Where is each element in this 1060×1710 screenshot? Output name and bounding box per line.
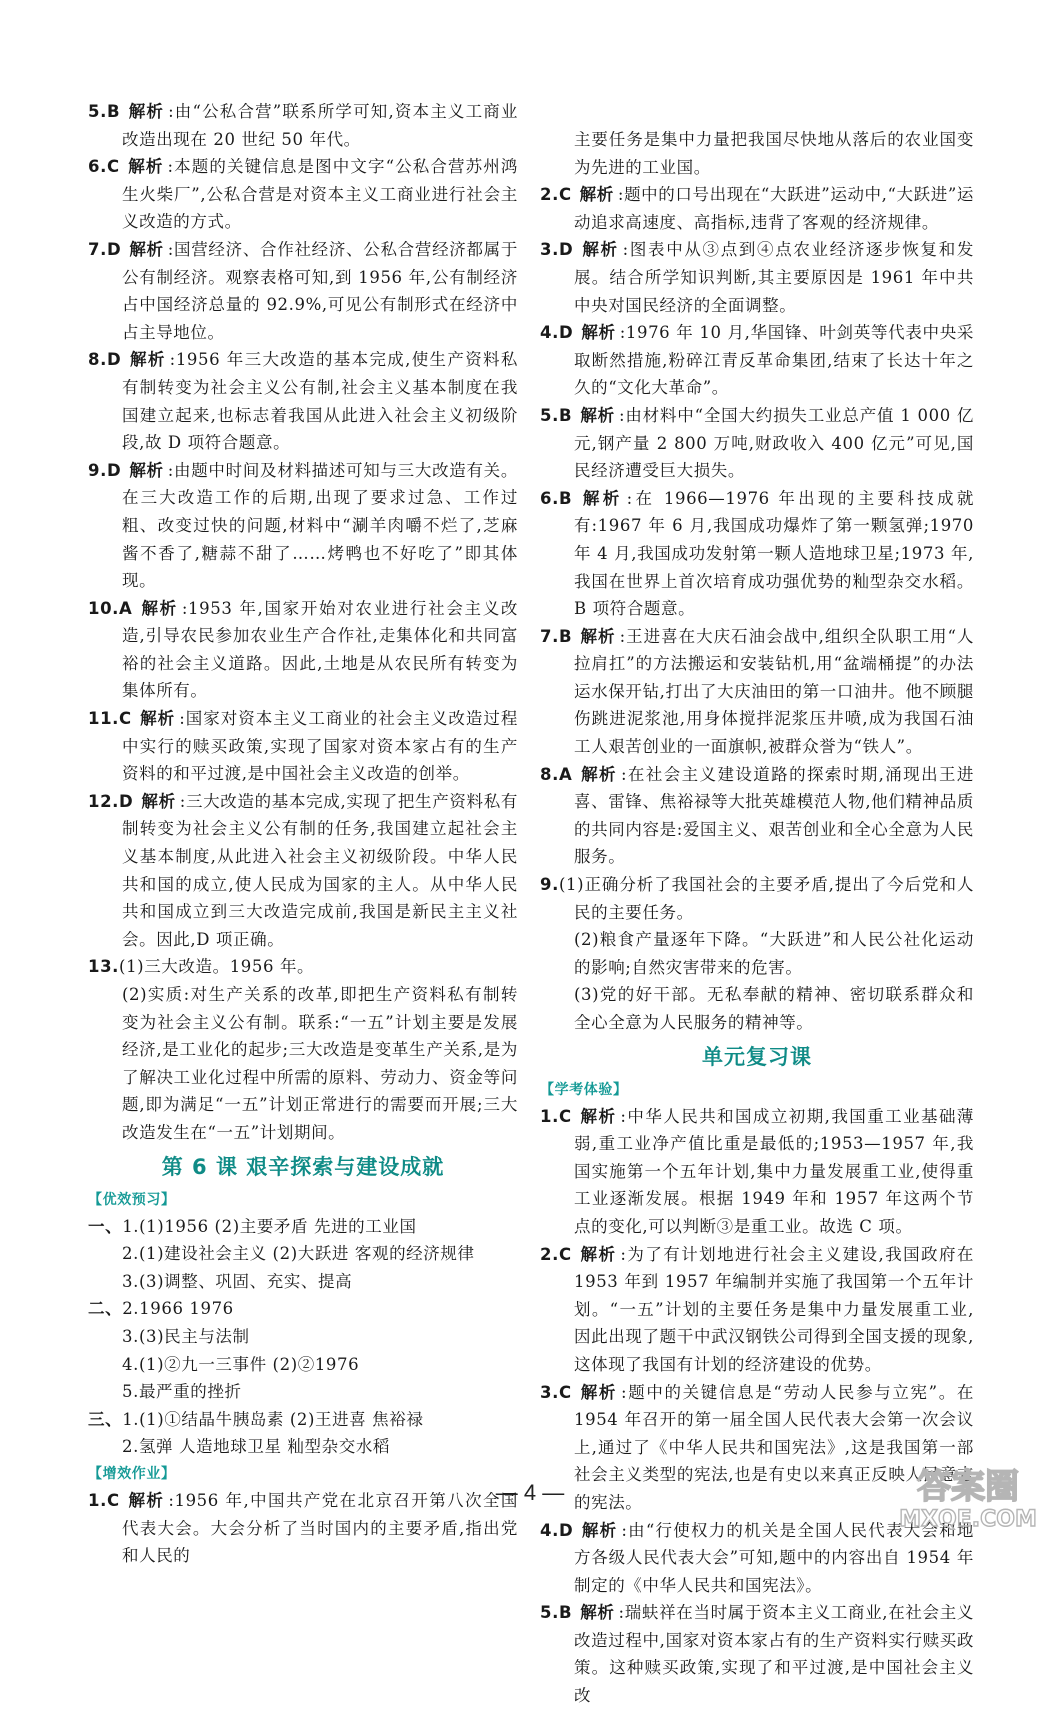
answer-item: 4.D 解析 :由“行使权力的机关是全国人民代表大会和地方各级人民代表大会”可知,题中的内容出自 1954 年制定的《中华人民共和国宪法》。 <box>540 1520 974 1595</box>
preview-line: 2.氢弹 人造地球卫星 籼型杂交水稻 <box>122 1437 391 1457</box>
answer-item: 11.C 解析 :国家对资本主义工商业的社会主义改造过程中实行的赎买政策,实现了国家对资本家占有的生产资料的和平过渡,是中国社会主义改造的创举。 <box>88 709 519 784</box>
section-label-preview: 【优效预习】 <box>88 1191 176 1208</box>
answer-item: 12.D 解析 :三大改造的基本完成,实现了把生产资料私有制转变为社会主义公有制的任务,我国建立起社会主义基本制度,从此进入社会主义初级阶段。中华人民共和国的成立,使人民成为国家的主人。从中华人民共和国成立到三大改造完成前,我国是新民主主义社会。因此,D 项正确。 <box>88 791 518 949</box>
answer-item: 7.B 解析 :王进喜在大庆石油会战中,组织全队职工用“人拉肩扛”的方法搬运和安装钻机,用“盆端桶提”的办法运水保开钻,打出了大庆油田的第一口油井。他不顾腿伤跳进泥浆池,用身体搅拌泥浆压井喷,成为我国石油工人艰苦创业的一面旗帜,被群众誉为“铁人”。 <box>540 626 974 757</box>
lesson-title: 第 6 课 艰辛探索与建设成就 <box>161 1154 445 1179</box>
preview-line: 三、1.(1)①结晶牛胰岛素 (2)王进喜 焦裕禄 <box>88 1409 424 1429</box>
preview-line: 3.(3)民主与法制 <box>122 1326 250 1346</box>
answer-item: 6.C 解析 :本题的关键信息是图中文字“公私合营苏州鸿生火柴厂”,公私合营是对资本主义工商业进行社会主义改造的方式。 <box>88 157 518 232</box>
answer-item: 5.B 解析 :由材料中“全国大约损失工业总产值 1 000 亿元,钢产量 2 800 万吨,财政收入 400 亿元”可见,国民经济遭受巨大损失。 <box>540 405 974 481</box>
answer-item-13: 13.(1)三大改造。1956 年。 <box>88 957 315 977</box>
answer-item: 8.A 解析 :在社会主义建设道路的探索时期,涌现出王进喜、雷锋、焦裕禄等大批英雄模范人物,他们精神品质的共同内容是:爱国主义、艰苦创业和全心全意为人民服务。 <box>540 764 974 867</box>
left-column <box>88 98 518 1570</box>
answer-item: 1.C 解析 :中华人民共和国成立初期,我国重工业基础薄弱,重工业净产值比重是最低的;1953—1957 年,我国实施第一个五年计划,集中力量发展重工业,使得重工业逐渐发展。根据 1949 年和 1957 年这两个节点的变化,可以判断③是重工业。故选 C 项。 <box>540 1106 975 1236</box>
answer-item-9: 9.(1)正确分析了我国社会的主要矛盾,提出了今后党和人民的主要任务。 <box>540 875 974 922</box>
answer-item-9-part3: (3)党的好干部。无私奉献的精神、密切联系群众和全心全意为人民服务的精神等。 <box>574 985 974 1032</box>
preview-line: 3.(3)调整、巩固、充实、提高 <box>122 1271 353 1291</box>
watermark-top-text: 答案圈 <box>917 1467 1019 1507</box>
preview-line: 二、2.1966 1976 <box>88 1299 234 1319</box>
answer-item: 8.D 解析 :1956 年三大改造的基本完成,使生产资料私有制转变为社会主义公有制,社会主义基本制度在我国建立起来,也标志着我国从此进入社会主义初级阶段,故 D 项符合题意。 <box>88 350 518 453</box>
answer-item: 9.D 解析 :由题中时间及材料描述可知与三大改造有关。在三大改造工作的后期,出现了要求过急、工作过粗、改变过快的问题,材料中“涮羊肉嚼不烂了,芝麻酱不香了,糖蒜不甜了……烤鸭也不好吃了”即其体现。 <box>88 460 518 591</box>
preview-line: 5.最严重的挫折 <box>122 1382 242 1402</box>
answer-item: 2.C 解析 :题中的口号出现在“大跃进”运动中,“大跃进”运动追求高速度、高指标,违背了客观的经济规律。 <box>540 185 975 232</box>
answer-item: 1.C 解析 :1956 年,中国共产党在北京召开第八次全国代表大会。大会分析了当时国内的主要矛盾,指出党和人民的 <box>88 1490 519 1566</box>
answer-item: 5.B 解析 :瑞蚨祥在当时属于资本主义工商业,在社会主义改造过程中,国家对资本家占有的生产资料实行赎买政策。这种赎买政策,实现了和平过渡,是中国社会主义改 <box>540 1603 974 1706</box>
watermark-bottom-text: MXQE.COM <box>899 1507 1037 1532</box>
answer-item: 7.D 解析 :国营经济、合作社经济、公私合营经济都属于公有制经济。观察表格可知,到 1956 年,公有制经济占中国经济总量的 92.9%,可见公有制形式在经济中占主导地位。 <box>88 239 518 342</box>
answer-item-9-part2: (2)粮食产量逐年下降。“大跃进”和人民公社化运动的影响;自然灾害带来的危害。 <box>574 930 974 977</box>
answer-item-13-part2: (2)实质:对生产关系的改革,即把生产资料私有制转变为社会主义公有制。联系:“一五”计划主要是发展经济,是工业化的起步;三大改造是变革生产关系,是为了解决工业化过程中所需的原料、劳动力、资金等问题,即为满足“一五”计划正常进行的需要而开展;三大改造发生在“一五”计划期间。 <box>122 985 518 1142</box>
answer-item: 3.D 解析 :图表中从③点到④点农业经济逐步恢复和发展。结合所学知识判断,其主要原因是 1961 年中共中央对国民经济的全面调整。 <box>540 240 974 315</box>
preview-line: 4.(1)②九一三事件 (2)②1976 <box>122 1354 360 1374</box>
answer-item: 5.B 解析 :由“公私合营”联系所学可知,资本主义工商业改造出现在 20 世纪 50 年代。 <box>88 102 519 149</box>
answer-item: 6.B 解析 :在 1966—1976 年出现的主要科技成就有:1967 年 6 月,我国成功爆炸了第一颗氢弹;1970 年 4 月,我国成功发射第一颗人造地球卫星;1973 年,我国在世界上首次培育成功强优势的籼型杂交水稻。B 项符合题意。 <box>540 488 974 619</box>
preview-line: 一、1.(1)1956 (2)主要矛盾 先进的工业国 <box>88 1216 417 1236</box>
continued-text: 主要任务是集中力量把我国尽快地从落后的农业国变为先进的工业国。 <box>574 130 974 177</box>
section-label-homework: 【增效作业】 <box>88 1465 176 1482</box>
section-label-exam: 【学考体验】 <box>540 1081 628 1098</box>
page-number: — 4 — <box>495 1480 565 1505</box>
unit-review-title: 单元复习课 <box>702 1044 812 1069</box>
answer-item: 2.C 解析 :为了有计划地进行社会主义建设,我国政府在 1953 年到 1957 年编制并实施了我国第一个五年计划。“一五”计划的主要任务是集中力量发展重工业,因此出现了题干中武汉钢铁公司得到全国支援的现象,这体现了我国有计划的经济建设的优势。 <box>540 1244 975 1374</box>
preview-line: 2.(1)建设社会主义 (2)大跃进 客观的经济规律 <box>122 1244 475 1264</box>
watermark-logo <box>880 1462 1056 1532</box>
answer-item: 3.C 解析 :题中的关键信息是“劳动人民参与立宪”。在 1954 年召开的第一届全国人民代表大会第一次会议上,通过了《中华人民共和国宪法》,这是我国第一部社会主义类型的宪法,也是有史以来真正反映人民意志的宪法。 <box>540 1382 974 1512</box>
answer-item: 4.D 解析 :1976 年 10 月,华国锋、叶剑英等代表中央采取断然措施,粉碎江青反革命集团,结束了长达十年之久的“文化大革命”。 <box>540 323 974 398</box>
answer-item: 10.A 解析 :1953 年,国家开始对农业进行社会主义改造,引导农民参加农业生产合作社,走集体化和共同富裕的社会主义道路。因此,土地是从农民所有转变为集体所有。 <box>88 598 518 701</box>
